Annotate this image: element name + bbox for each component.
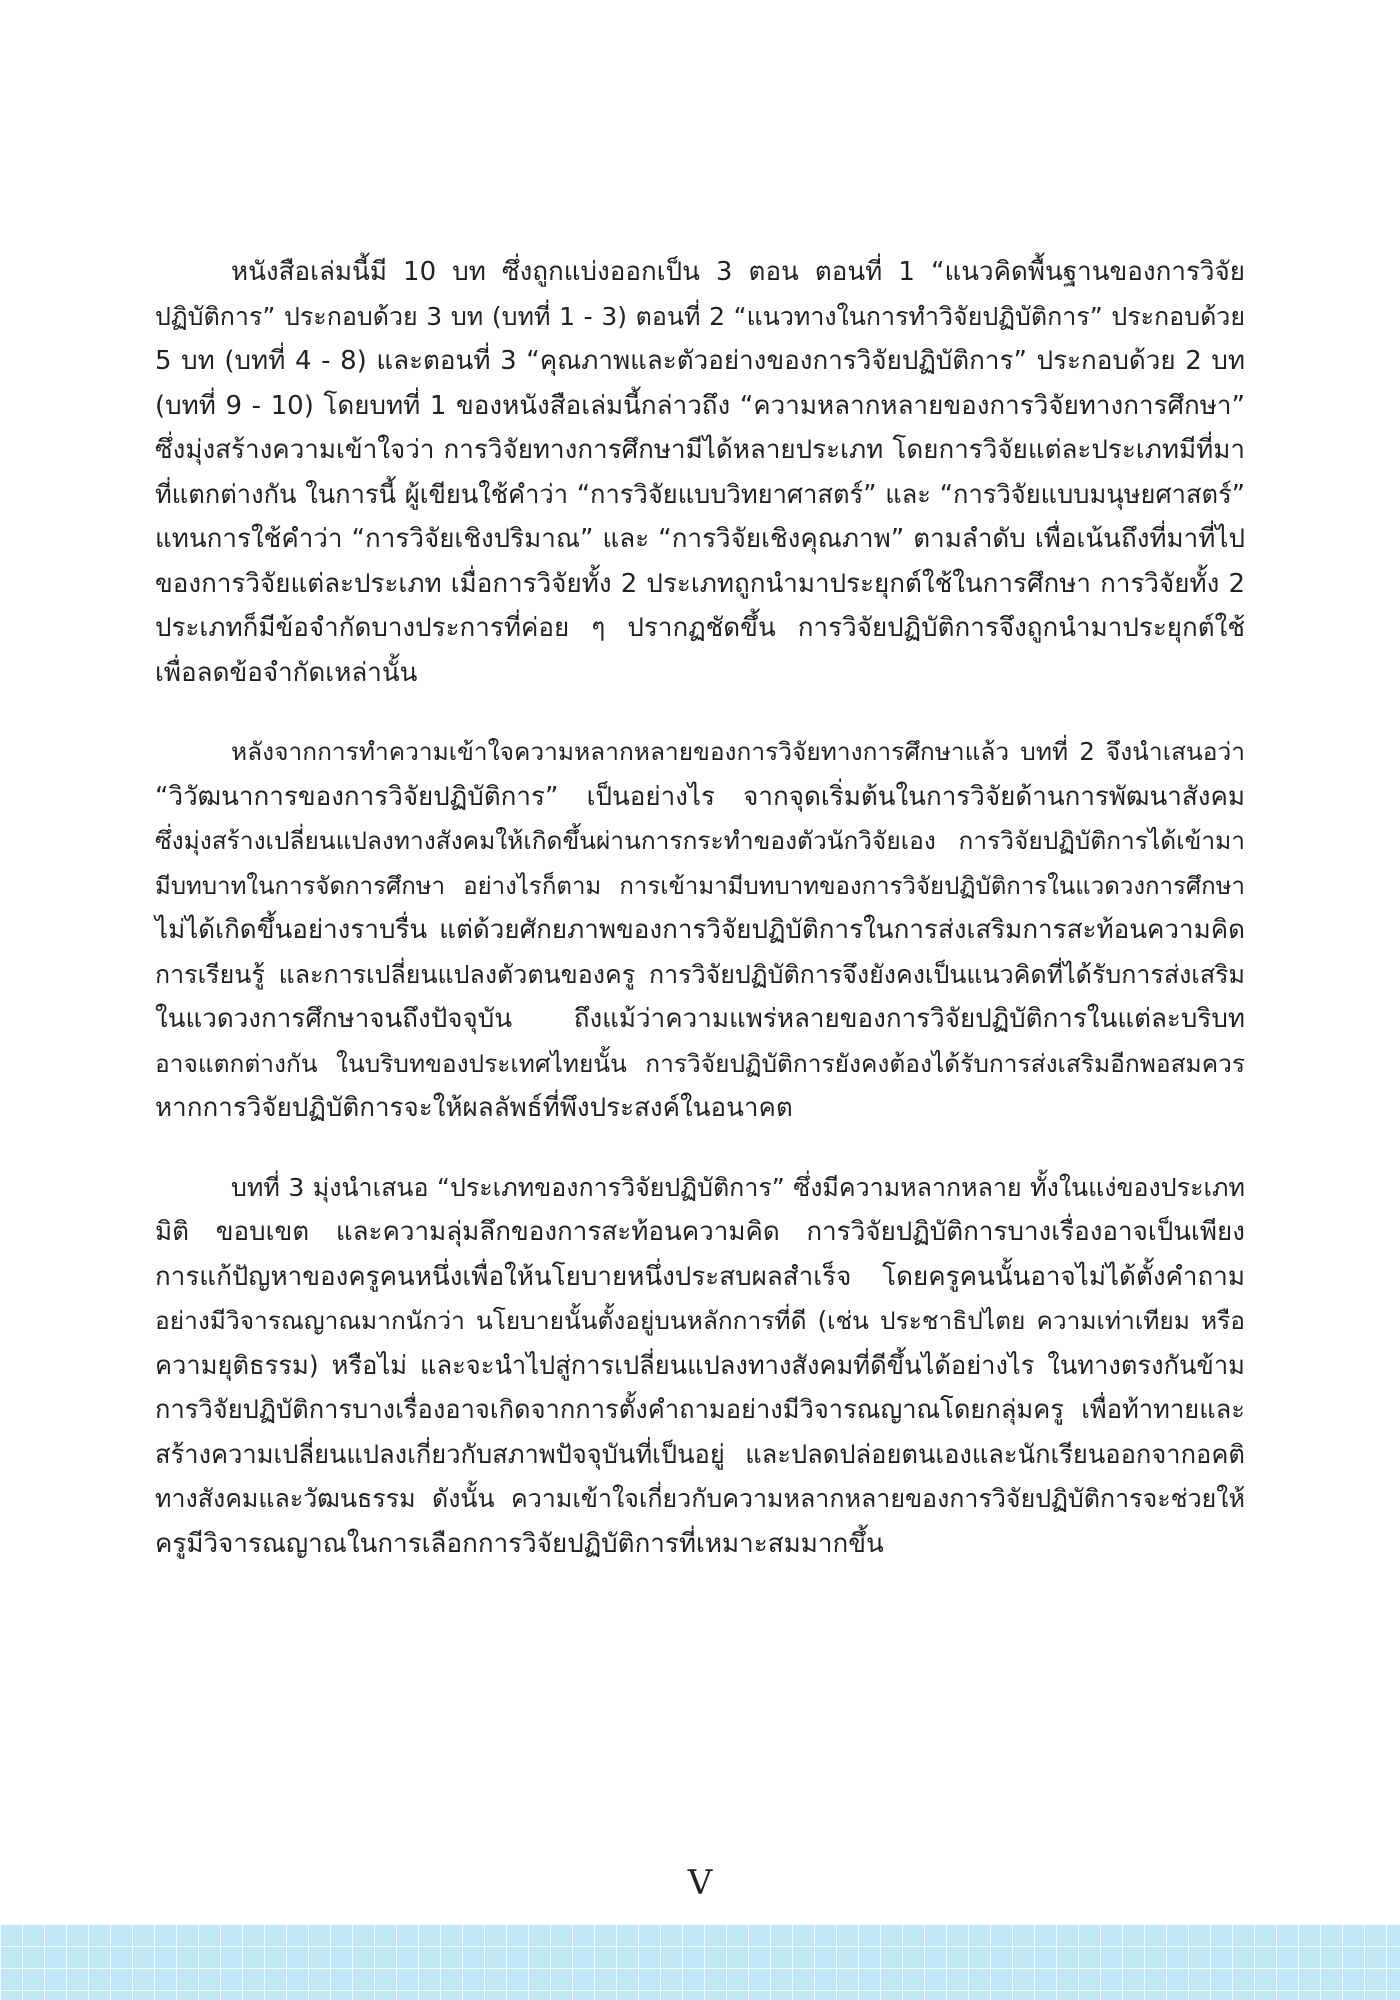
text-line: ของการวิจัยแต่ละประเภท เมื่อการวิจัยทั้ง 2 ประเภทถูกนำมาประยุกต์ใช้ในการศึกษา การวิจัยทั้ง 2 — [155, 568, 1245, 599]
paragraph-1 — [155, 250, 1245, 695]
text-line: ครูมีวิจารณญาณในการเลือกการวิจัยปฏิบัติการที่เหมาะสมมากขึ้น — [155, 1528, 884, 1559]
text-line: (บทที่ 9 - 10) โดยบทที่ 1 ของหนังสือเล่มนี้กล่าวถึง “ความหลากหลายของการวิจัยทางการศึกษา” — [155, 390, 1245, 421]
text-line: มิติ ขอบเขต และความลุ่มลึกของการสะท้อนความคิด การวิจัยปฏิบัติการบางเรื่องอาจเป็นเพียง — [155, 1217, 1245, 1247]
text-line: 5 บท (บทที่ 4 - 8) และตอนที่ 3 “คุณภาพและตัวอย่างของการวิจัยปฏิบัติการ” ประกอบด้วย 2 บท — [155, 346, 1245, 376]
paragraph-2 — [155, 730, 1245, 1131]
text-line: ในแวดวงการศึกษาจนถึงปัจจุบัน ถึงแม้ว่าความแพร่หลายของการวิจัยปฏิบัติการในแต่ละบริบท — [155, 1004, 1245, 1034]
footer-grid-decoration — [0, 1924, 1400, 2000]
text-line: อาจแตกต่างกัน ในบริบทของประเทศไทยนั้น การวิจัยปฏิบัติการยังคงต้องได้รับการส่งเสริมอีกพอสมควร — [155, 1048, 1245, 1078]
text-line: ไม่ได้เกิดขึ้นอย่างราบรื่น แต่ด้วยศักยภาพของการวิจัยปฏิบัติการในการส่งเสริมการสะท้อนความคิด — [155, 915, 1245, 945]
page-number: V — [687, 1863, 713, 1903]
text-line: การเรียนรู้ และการเปลี่ยนแปลงตัวตนของครู การวิจัยปฏิบัติการจึงยังคงเป็นแนวคิดที่ได้รับการส่งเสริม — [155, 959, 1245, 989]
text-line: บทที่ 3 มุ่งนำเสนอ “ประเภทของการวิจัยปฏิบัติการ” ซึ่งมีความหลากหลาย ทั้งในแง่ของประเภท — [231, 1172, 1245, 1202]
paragraph-3 — [155, 1166, 1245, 1567]
text-line: เพื่อลดข้อจำกัดเหล่านั้น — [155, 657, 418, 688]
text-line: ความยุติธรรม) หรือไม่ และจะนำไปสู่การเปลี่ยนแปลงทางสังคมที่ดีขึ้นได้อย่างไร ในทางตรงกันข้าม — [155, 1350, 1245, 1381]
main-content — [155, 250, 1245, 1601]
text-line: ซึ่งมุ่งสร้างเปลี่ยนแปลงทางสังคมให้เกิดขึ้นผ่านการกระทำของตัวนักวิจัยเอง การวิจัยปฏิบัติการได้เข้ามา — [155, 826, 1245, 855]
text-line: หนังสือเล่มนี้มี 10 บท ซึ่งถูกแบ่งออกเป็น 3 ตอน ตอนที่ 1 “แนวคิดพื้นฐานของการวิจัย — [231, 257, 1245, 287]
text-line: ปฏิบัติการ” ประกอบด้วย 3 บท (บทที่ 1 - 3) ตอนที่ 2 “แนวทางในการทำวิจัยปฏิบัติการ” ประกอบด้วย — [155, 301, 1245, 331]
text-line: ที่แตกต่างกัน ในการนี้ ผู้เขียนใช้คำว่า “การวิจัยแบบวิทยาศาสตร์” และ “การวิจัยแบบมนุษยศาสตร์” — [155, 479, 1245, 510]
text-line: สร้างความเปลี่ยนแปลงเกี่ยวกับสภาพปัจจุบันที่เป็นอยู่ และปลดปล่อยตนเองและนักเรียนออกจากอคติ — [155, 1439, 1245, 1470]
text-line: ทางสังคมและวัฒนธรรม ดังนั้น ความเข้าใจเกี่ยวกับความหลากหลายของการวิจัยปฏิบัติการจะช่วยให้ — [155, 1484, 1245, 1513]
text-line: แทนการใช้คำว่า “การวิจัยเชิงปริมาณ” และ “การวิจัยเชิงคุณภาพ” ตามลำดับ เพื่อเน้นถึงที่มาที่ไป — [155, 524, 1245, 554]
text-line: ประเภทก็มีข้อจำกัดบางประการที่ค่อย ๆ ปรากฏชัดขึ้น การวิจัยปฏิบัติการจึงถูกนำมาประยุกต์ใช้ — [155, 613, 1245, 643]
text-line: อย่างมีวิจารณญาณมากนักว่า นโยบายนั้นตั้งอยู่บนหลักการที่ดี (เช่น ประชาธิปไตย ความเท่าเทียม หรือ — [155, 1306, 1245, 1335]
text-line: การแก้ปัญหาของครูคนหนึ่งเพื่อให้นโยบายหนึ่งประสบผลสำเร็จ โดยครูคนนั้นอาจไม่ได้ตั้งคำถาม — [155, 1261, 1245, 1292]
text-line: ซึ่งมุ่งสร้างความเข้าใจว่า การวิจัยทางการศึกษามีได้หลายประเภท โดยการวิจัยแต่ละประเภทมีที่มา — [155, 435, 1245, 465]
text-line: การวิจัยปฏิบัติการบางเรื่องอาจเกิดจากการตั้งคำถามอย่างมีวิจารณญาณโดยกลุ่มครู เพื่อท้าทายและ — [155, 1395, 1245, 1425]
text-line: หากการวิจัยปฏิบัติการจะให้ผลลัพธ์ที่พึงประสงค์ในอนาคต — [155, 1093, 793, 1123]
text-line: มีบทบาทในการจัดการศึกษา อย่างไรก็ตาม การเข้ามามีบทบาทของการวิจัยปฏิบัติการในแวดวงการศึกษา — [155, 871, 1245, 900]
text-line: หลังจากการทำความเข้าใจความหลากหลายของการวิจัยทางการศึกษาแล้ว บทที่ 2 จึงนำเสนอว่า — [231, 737, 1245, 766]
text-line: “วิวัฒนาการของการวิจัยปฏิบัติการ” เป็นอย่างไร จากจุดเริ่มต้นในการวิจัยด้านการพัฒนาสังคม — [155, 781, 1245, 812]
